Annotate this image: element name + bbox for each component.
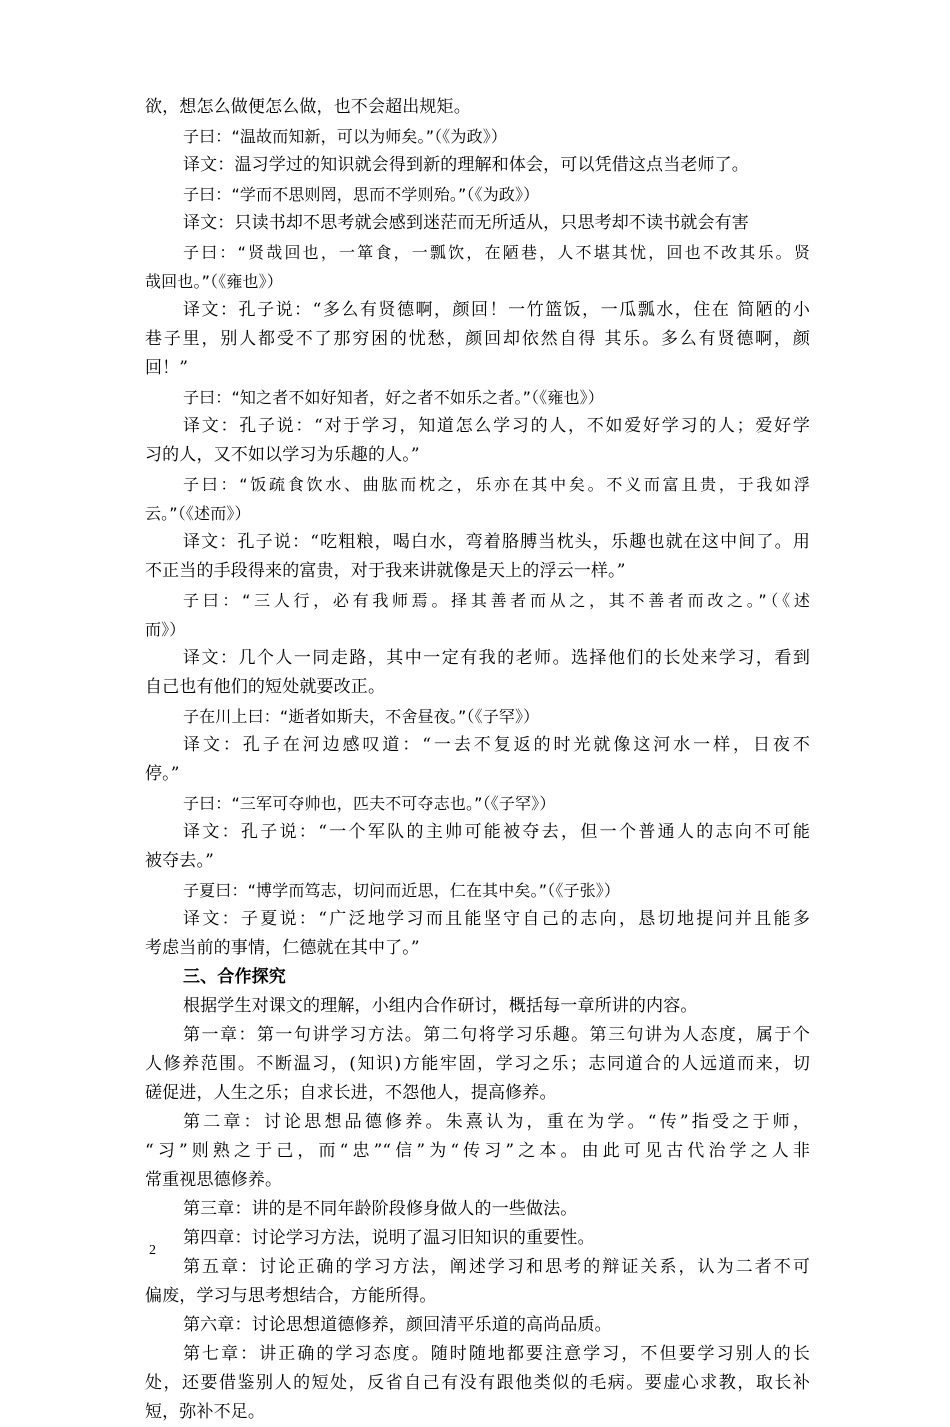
text-line: 译文：孔子说：“一个军队的主帅可能被夺去，但一个普通人的志向不可能 <box>183 822 810 842</box>
text-line: 译文：孔子说：“吃粗粮，喝白水，弯着胳膊当枕头，乐趣也就在这中间了。用 <box>183 532 810 552</box>
text-line: 第四章：讨论学习方法，说明了温习旧知识的重要性。 <box>183 1228 595 1248</box>
text-line: 不正当的手段得来的富贵，对于我来讲就像是天上的浮云一样。” <box>145 561 626 581</box>
text-line: 常重视思德修养。 <box>145 1170 283 1190</box>
text-line: 子曰：“三人行，必有我师焉。择其善者而从之，其不善者而改之。”（《述 <box>183 591 810 610</box>
text-line: 处，还要借鉴别人的短处，反省自己有没有跟他类似的毛病。要虚心求教，取长补 <box>145 1373 810 1393</box>
text-line: 子曰：“饭疏食饮水、曲肱而枕之，乐亦在其中矣。不义而富且贵，于我如浮 <box>183 475 810 494</box>
text-line: 子曰：“温故而知新，可以为师矣。”（《为政》） <box>183 127 508 146</box>
text-line: 子曰：“三军可夺帅也，匹夫不可夺志也。”（《子罕》） <box>183 794 556 813</box>
text-line: 第三章：讲的是不同年龄阶段修身做人的一些做法。 <box>183 1199 578 1219</box>
text-line: 第七章：讲正确的学习态度。随时随地都要注意学习，不但要学习别人的长 <box>183 1344 810 1364</box>
text-line: 译文：只读书却不思考就会感到迷茫而无所适从，只思考却不读书就会有害 <box>183 213 749 233</box>
text-line: 译文：孔子说：“对于学习，知道怎么学习的人，不如爱好学习的人；爱好学 <box>183 416 810 436</box>
text-line: 子曰：“学而不思则罔，思而不学则殆。”（《为政》） <box>183 185 540 204</box>
text-line: 考虑当前的事情，仁德就在其中了。” <box>145 938 420 958</box>
text-line: 根据学生对课文的理解，小组内合作研讨，概括每一章所讲的内容。 <box>183 996 698 1016</box>
text-line: 短，弥补不足。 <box>145 1402 266 1422</box>
text-line: 第一章：第一句讲学习方法。第二句将学习乐趣。第三句讲为人态度，属于个 <box>183 1025 810 1045</box>
text-line: 回！” <box>145 358 189 378</box>
section-heading: 三、合作探究 <box>183 967 286 987</box>
text-line: 译文：子夏说：“广泛地学习而且能坚守自己的志向，恳切地提问并且能多 <box>183 909 810 929</box>
text-line: 译文：温习学过的知识就会得到新的理解和体会，可以凭借这点当老师了。 <box>183 155 749 175</box>
text-line: 第二章：讨论思想品德修养。朱熹认为，重在为学。“传”指受之于师， <box>183 1112 810 1132</box>
text-line: 人修养范围。不断温习，(知识)方能牢固，学习之乐；志同道合的人远道而来，切 <box>145 1054 810 1074</box>
text-line: 子曰：“知之者不如好知者，好之者不如乐之者。”（《雍也》） <box>183 388 604 407</box>
text-line: 自己也有他们的短处就要改正。 <box>145 677 386 697</box>
text-line: 巷子里，别人都受不了那穷困的忧愁，颜回却依然自得 其乐。多么有贤德啊，颜 <box>145 329 810 349</box>
text-line: 云。”（《述而》） <box>145 504 251 523</box>
text-line: 停。” <box>145 764 180 784</box>
text-line: 习的人，又不如以学习为乐趣的人。” <box>145 445 420 465</box>
text-line: 译文：孔子说：“多么有贤德啊，颜回！一竹篮饭，一瓜瓢水，住在 简陋的小 <box>183 300 810 320</box>
text-line: 而》） <box>145 620 186 639</box>
text-line: 第六章：讨论思想道德修养，颜回清平乐道的高尚品质。 <box>183 1315 612 1335</box>
text-line: 磋促进，人生之乐；自求长进，不怨他人，提高修养。 <box>145 1083 557 1103</box>
text-line: 译文：几个人一同走路，其中一定有我的老师。选择他们的长处来学习，看到 <box>183 648 810 668</box>
text-line: 哉回也。”（《雍也》） <box>145 272 283 291</box>
text-line: 第五章：讨论正确的学习方法，阐述学习和思考的辩证关系，认为二者不可 <box>183 1257 810 1277</box>
text-line: 子夏曰：“博学而笃志，切问而近思，仁在其中矣。”（《子张》） <box>183 881 621 900</box>
text-line: 译文：孔子在河边感叹道：“一去不复返的时光就像这河水一样，日夜不 <box>183 735 810 755</box>
text-line: 被夺去。” <box>145 851 214 871</box>
document-body <box>145 93 810 1427</box>
page-number: 2 <box>149 1243 156 1258</box>
text-line: 子曰：“贤哉回也，一箪食，一瓢饮，在陋巷，人不堪其忧，回也不改其乐。贤 <box>183 243 810 262</box>
text-line: “习”则熟之于己，而“忠”“信”为“传习”之本。由此可见古代治学之人非 <box>145 1141 810 1161</box>
text-line: 欲，想怎么做便怎么做，也不会超出规矩。 <box>145 97 471 117</box>
text-line: 偏废，学习与思考想结合，方能所得。 <box>145 1286 437 1306</box>
text-line: 子在川上曰：“逝者如斯夫，不舍昼夜。”（《子罕》） <box>183 707 540 726</box>
